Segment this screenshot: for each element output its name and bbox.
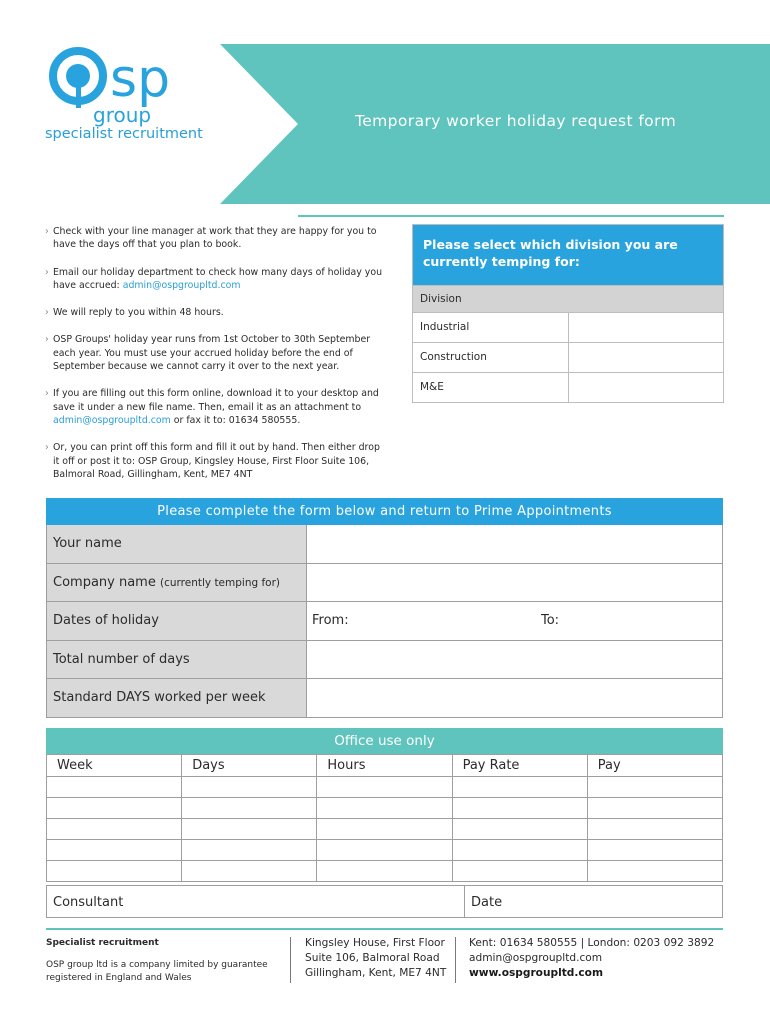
instruction-text: OSP Groups' holiday year runs from 1st October to 30th September each year. You must use your accrued holiday before the end of September because we cannot carry it over to the next year. — [53, 334, 371, 373]
table-cell[interactable] — [182, 861, 317, 882]
instruction-text: Check with your line manager at work that they are happy for you to have the days off that you plan to book. — [53, 226, 377, 251]
dates-field[interactable] — [307, 602, 722, 640]
footer-company-title: Specialist recruitment — [46, 938, 159, 948]
footer-separator — [290, 937, 291, 983]
office-use-section — [46, 728, 723, 882]
form-title: Temporary worker holiday request form — [355, 112, 677, 130]
office-table — [46, 754, 723, 882]
table-cell[interactable] — [452, 798, 587, 819]
table-cell[interactable] — [47, 861, 182, 882]
address-line: Gillingham, Kent, ME7 4NT — [305, 967, 447, 979]
table-cell[interactable] — [182, 798, 317, 819]
form-label: Total number of days — [47, 641, 307, 679]
table-cell[interactable] — [452, 861, 587, 882]
form-label: Dates of holiday — [47, 602, 307, 640]
logo-tagline: specialist recruitment — [45, 126, 203, 142]
table-cell[interactable] — [452, 819, 587, 840]
table-cell[interactable] — [587, 777, 722, 798]
footer-address — [305, 936, 446, 981]
table-cell[interactable] — [317, 819, 452, 840]
table-row — [47, 777, 723, 798]
division-row — [413, 372, 723, 402]
instruction-item — [45, 387, 385, 427]
table-cell[interactable] — [587, 798, 722, 819]
contact-email[interactable]: admin@ospgroupltd.com — [469, 952, 603, 964]
form-label: Standard DAYS worked per week — [47, 679, 307, 717]
consultant-row — [46, 885, 723, 918]
table-header-row — [47, 755, 723, 777]
form-row — [46, 641, 723, 680]
division-checkbox-me[interactable] — [569, 373, 723, 402]
table-cell[interactable] — [317, 798, 452, 819]
division-row — [413, 312, 723, 342]
instruction-text: We will reply to you within 48 hours. — [53, 307, 224, 319]
consultant-field[interactable]: Consultant — [47, 886, 465, 917]
form-row — [46, 602, 723, 641]
footer-company-info — [46, 937, 286, 985]
instruction-text: or fax it to: 01634 580555. — [170, 414, 301, 426]
from-label: From: — [312, 613, 349, 628]
footer-separator — [455, 937, 456, 983]
division-label: Industrial — [413, 313, 569, 342]
table-cell[interactable] — [587, 819, 722, 840]
form-label-text: Company name — [53, 574, 156, 590]
email-link[interactable]: admin@ospgroupltd.com — [53, 414, 171, 426]
instruction-text: If you are filling out this form online, download it to your desktop and save it under a new file name. Then, email it as an attachment to — [53, 388, 379, 413]
division-checkbox-industrial[interactable] — [569, 313, 723, 342]
svg-text:sp: sp — [110, 49, 171, 109]
contact-phones: Kent: 01634 580555 | London: 0203 092 3892 — [469, 937, 715, 949]
email-link[interactable]: admin@ospgroupltd.com — [122, 279, 241, 291]
divider-line — [298, 215, 724, 217]
form-row — [46, 679, 723, 718]
division-subheading: Division — [413, 285, 723, 312]
your-name-field[interactable] — [307, 525, 722, 563]
table-cell[interactable] — [587, 840, 722, 861]
address-line: Kingsley House, First Floor — [305, 937, 445, 949]
table-cell[interactable] — [182, 777, 317, 798]
instruction-text: Email our holiday department to check how many days of holiday you have accrued: — [53, 266, 383, 291]
table-cell[interactable] — [182, 840, 317, 861]
column-header: Hours — [317, 755, 452, 777]
instruction-text: Or, you can print off this form and fill it out by hand. Then either drop it off or post it to: OSP Group, Kingsley House, First Floor Suite 106, Balmoral Road, Gillingham, Kent, ME7 4NT — [53, 442, 380, 480]
form-label — [47, 564, 307, 602]
division-row — [413, 342, 723, 372]
form-label-note: (currently temping for) — [160, 576, 281, 589]
instruction-item — [45, 333, 385, 373]
division-selector — [412, 224, 724, 403]
footer-divider — [46, 928, 723, 930]
table-cell[interactable] — [47, 777, 182, 798]
division-heading: Please select which division you are currently temping for: — [413, 225, 723, 285]
form-label: Your name — [47, 525, 307, 563]
table-cell[interactable] — [452, 840, 587, 861]
svg-text:group: group — [93, 103, 152, 127]
form-heading: Please complete the form below and return to Prime Appointments — [46, 498, 723, 525]
instruction-item — [45, 306, 385, 319]
office-heading: Office use only — [46, 728, 723, 754]
standard-days-field[interactable] — [307, 679, 722, 717]
table-cell[interactable] — [317, 840, 452, 861]
column-header: Week — [47, 755, 182, 777]
form-row — [46, 525, 723, 564]
table-row — [47, 798, 723, 819]
column-header: Days — [182, 755, 317, 777]
table-row — [47, 819, 723, 840]
column-header: Pay Rate — [452, 755, 587, 777]
instruction-item — [45, 225, 385, 252]
table-cell[interactable] — [47, 819, 182, 840]
contact-website[interactable]: www.ospgroupltd.com — [469, 967, 603, 979]
table-cell[interactable] — [317, 861, 452, 882]
instruction-item — [45, 266, 385, 293]
company-name-field[interactable] — [307, 564, 722, 602]
table-cell[interactable] — [47, 840, 182, 861]
table-cell[interactable] — [317, 777, 452, 798]
to-label: To: — [541, 613, 560, 628]
division-label: Construction — [413, 343, 569, 372]
table-cell[interactable] — [587, 861, 722, 882]
division-label: M&E — [413, 373, 569, 402]
footer-company-text: OSP group ltd is a company limited by guarantee registered in England and Wales — [46, 960, 268, 983]
total-days-field[interactable] — [307, 641, 722, 679]
holiday-form — [46, 498, 723, 718]
address-line: Suite 106, Balmoral Road — [305, 952, 440, 964]
table-cell[interactable] — [452, 777, 587, 798]
date-field[interactable]: Date — [471, 895, 503, 910]
form-row — [46, 564, 723, 603]
footer-contact — [469, 936, 714, 981]
table-row — [47, 861, 723, 882]
table-row — [47, 840, 723, 861]
instruction-item — [45, 441, 385, 481]
instructions-list — [45, 225, 385, 495]
table-cell[interactable] — [47, 798, 182, 819]
table-cell[interactable] — [182, 819, 317, 840]
column-header: Pay — [587, 755, 722, 777]
division-checkbox-construction[interactable] — [569, 343, 723, 372]
